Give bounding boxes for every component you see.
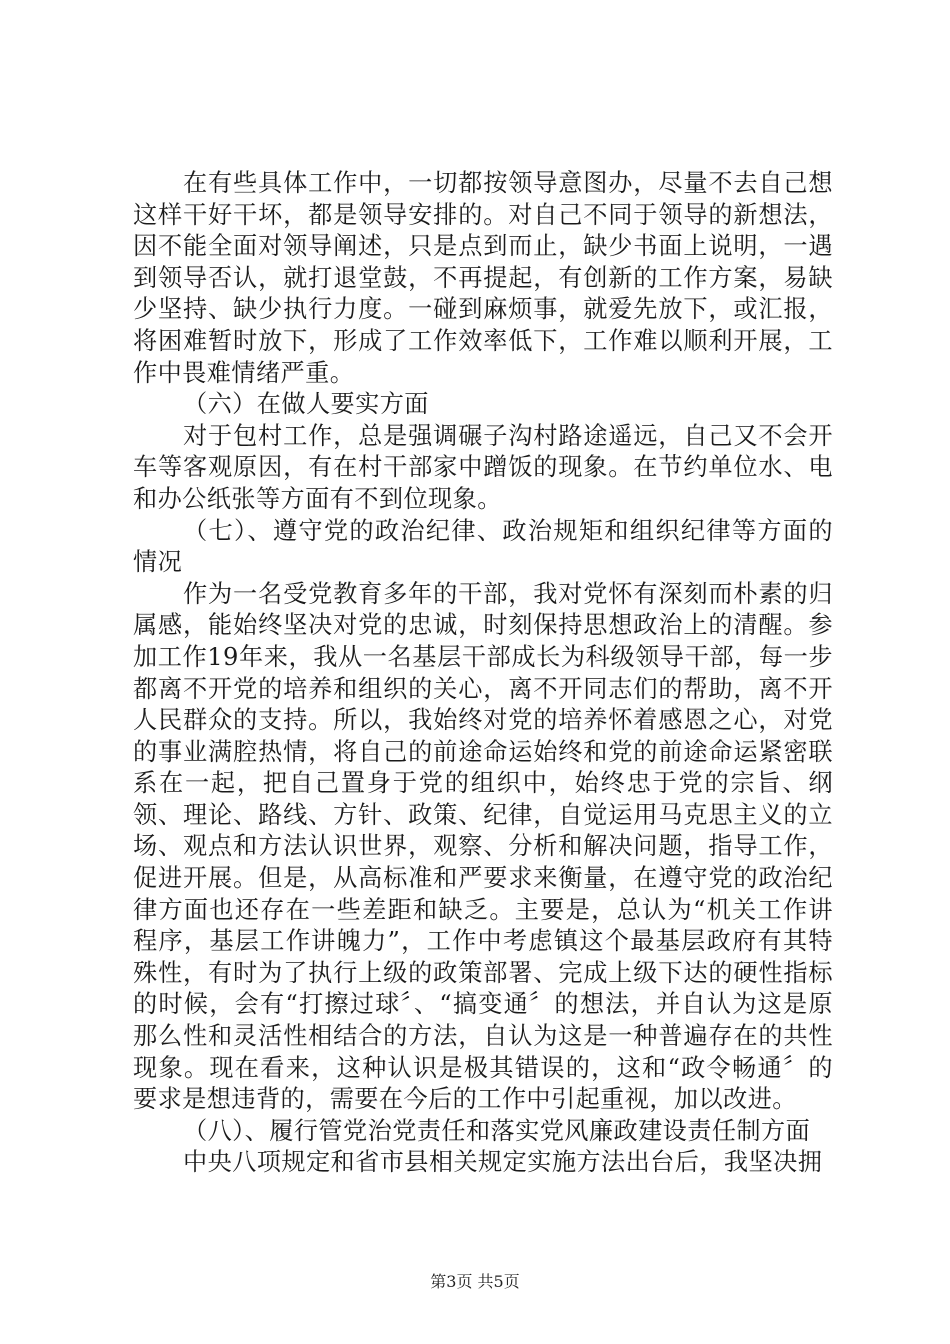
paragraph-work-attitude: 在有些具体工作中，一切都按领导意图办，尽量不去自己想这样干好干坏，都是领导安排的。对自己不同于领导的新想法，因不能全面对领导阐述，只是点到而止，缺少书面上说明，一遇到领导否认，就打退堂鼓，不再提起，有创新的工作方案，易缺少坚持、缺少执行力度。一碰到麻烦事，就爱先放下，或汇报，将困难暂时放下，形成了工作效率低下，工作难以顺利开展，工作中畏难情绪严重。 xyxy=(133,169,833,387)
paragraph-eight-rules: 中央八项规定和省市县相关规定实施方法出台后，我坚决拥 xyxy=(183,1148,823,1177)
section-heading-six: （六）在做人要实方面 xyxy=(183,390,429,419)
section-heading-eight: （八）、履行管党治党责任和落实党风廉政建设责任制方面 xyxy=(183,1116,811,1145)
section-heading-seven: （七）、遵守党的政治纪律、政治规矩和组织纪律等方面的情况 xyxy=(133,516,833,577)
paragraph-party-discipline: 作为一名受党教育多年的干部，我对党怀有深刻而朴素的归属感，能始终坚决对党的忠诚，时刻保持思想政治上的清醒。参加工作19年来，我从一名基层干部成长为科级领导干部，每一步都离不开党的培养和组织的关心，离不开同志们的帮助，离不开人民群众的支持。所以，我始终对党的培养怀着感恩之心，对党的事业满腔热情，将自己的前途命运始终和党的前途命运紧密联系在一起，把自己置身于党的组织中，始终忠于党的宗旨、纲领、理论、路线、方针、政策、纪律，自觉运用马克思主义的立场、观点和方法认识世界，观察、分析和解决问题，指导工作，促进开展。但是，从高标准和严要求来衡量，在遵守党的政治纪律方面也还存在一些差距和缺乏。主要是，总认为“机关工作讲程序，基层工作讲魄力”，工作中考虑镇这个最基层政府有其特殊性，有时为了执行上级的政策部署、完成上级下达的硬性指标的时候，会有“打擦过球〞、“搞变通〞的想法，并自认为这是原那么性和灵活性相结合的方法，自认为这是一种普遍存在的共性现象。现在看来，这种认识是极其错误的，这和“政令畅通〞的要求是想违背的，需要在今后的工作中引起重视，加以改进。 xyxy=(133,579,833,1114)
paragraph-village-work: 对于包村工作，总是强调碾子沟村路途遥远，自己又不会开车等客观原因，有在村干部家中蹭饭的现象。在节约单位水、电和办公纸张等方面有不到位现象。 xyxy=(133,421,833,513)
page-number-footer: 第3页 共5页 xyxy=(430,1272,520,1291)
document-body xyxy=(133,168,833,1179)
